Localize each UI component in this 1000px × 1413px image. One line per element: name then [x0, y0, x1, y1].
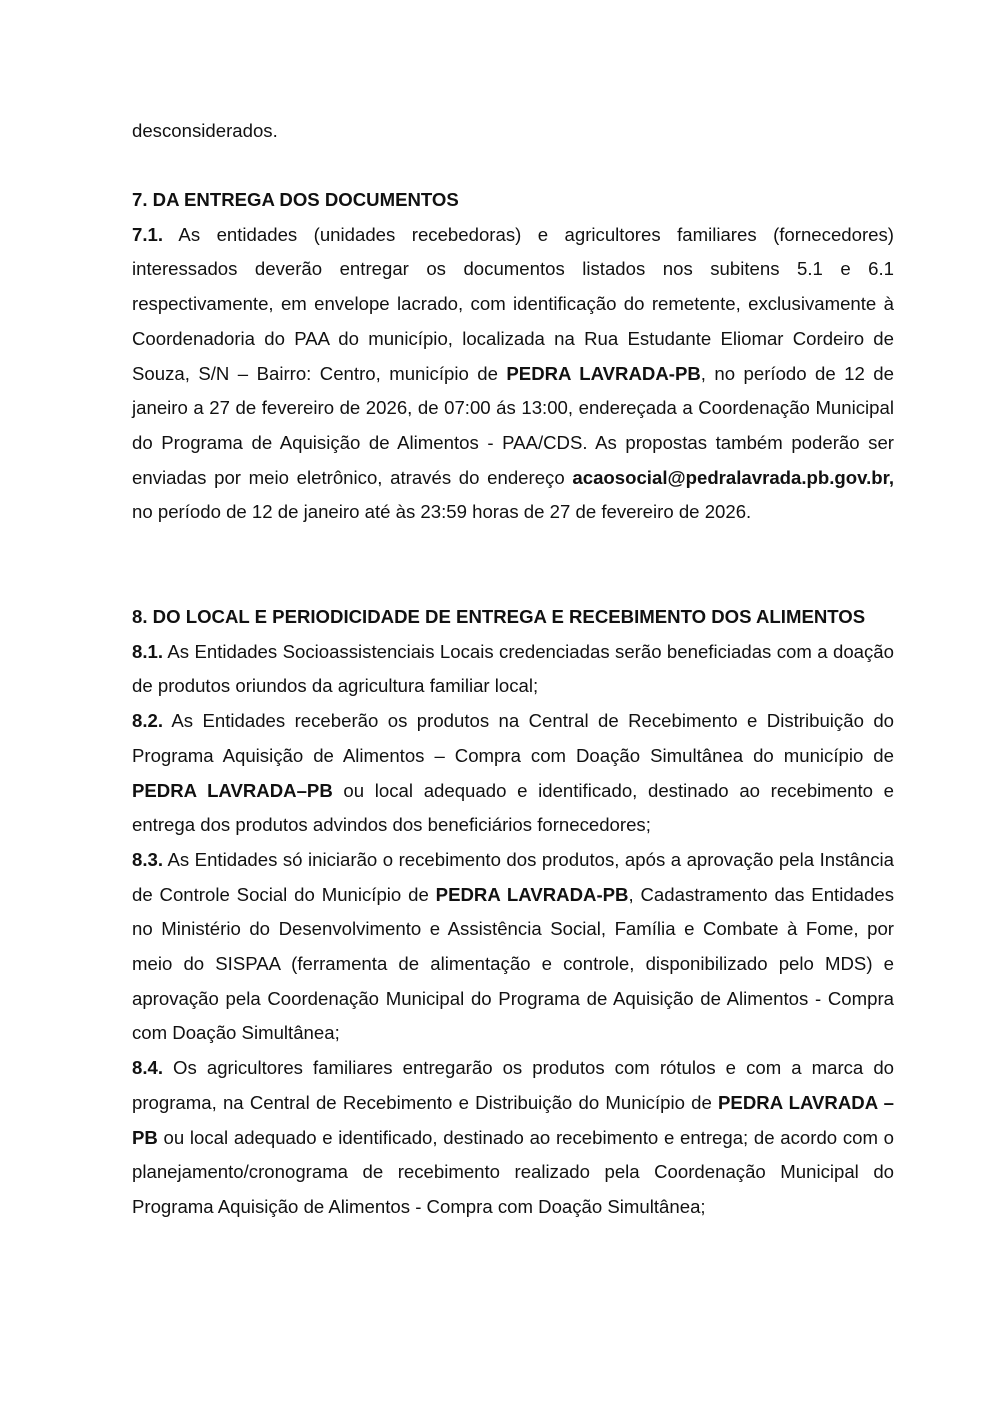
item-8-1: 8.1. As Entidades Socioassistenciais Locais credenciadas serão beneficiadas com a doação de produtos oriundos da agricultura familiar local; [132, 640, 894, 697]
section-8-heading: 8. DO LOCAL E PERIODICIDADE DE ENTREGA E RECEBIMENTO DOS ALIMENTOS [132, 606, 866, 627]
item-8-2: 8.2. As Entidades receberão os produtos na Central de Recebimento e Distribuição do Programa Aquisição de Alimentos – Compra com Doação Simultânea do município de PEDRA LAVRADA–PB ou local adequado e identificado, destinado ao recebimento e entrega dos produtos advindos dos beneficiários fornecedores; [132, 710, 894, 836]
item-number: 8.2. [132, 710, 164, 732]
municipality-name: PEDRA LAVRADA–PB [132, 779, 333, 801]
item-8-3: 8.3. As Entidades só iniciarão o recebimento dos produtos, após a aprovação pela Instância de Controle Social do Município de PEDRA LAVRADA-PB, Cadastramento das Entidades no Ministério do Desenvolvimento e Assistência Social, Família e Combate à Fome, por meio do SISPAA (ferramenta de alimentação e controle, disponibilizado pelo MDS) e aprovação pela Coordenação Municipal do Programa de Aquisição de Alimentos - Compra com Doação Simultânea; [132, 848, 894, 1044]
municipality-name: PEDRA LAVRADA-PB [506, 362, 701, 384]
municipality-name: PEDRA LAVRADA-PB [435, 883, 629, 905]
item-number: 8.1. [132, 640, 164, 662]
item-number: 8.3. [132, 848, 164, 870]
item-8-4: 8.4. Os agricultores familiares entregarão os produtos com rótulos e com a marca do programa, na Central de Recebimento e Distribuição do Município de PEDRA LAVRADA – PB ou local adequado e identificado, destinado ao recebimento e entrega; de acordo com o planejamento/cronograma de recebimento realizado pela Coordenação Municipal do Programa Aquisição de Alimentos - Compra com Doação Simultânea; [132, 1057, 894, 1217]
lead-text: desconsiderados. [132, 120, 278, 141]
section-7 [132, 183, 894, 530]
item-number: 7.1. [132, 223, 164, 245]
section-8 [132, 600, 894, 1225]
municipality-name: PEDRA LAVRADA – PB [132, 1091, 894, 1148]
section-7-heading: 7. DA ENTREGA DOS DOCUMENTOS [132, 189, 459, 210]
item-7-1: 7.1. As entidades (unidades recebedoras) e agricultores familiares (fornecedores) interessados deverão entregar os documentos listados nos subitens 5.1 e 6.1 respectivamente, em envelope lacrado, com identificação do remetente, exclusivamente à Coordenadoria do PAA do município, localizada na Rua Estudante Eliomar Cordeiro de Souza, S/N – Bairro: Centro, município de PEDRA LAVRADA-PB, no período de 12 de janeiro a 27 de fevereiro de 2026, de 07:00 ás 13:00, endereçada a Coordenação Municipal do Programa de Aquisição de Alimentos - PAA/CDS. As propostas também poderão ser enviadas por meio eletrônico, através do endereço acaosocial@pedralavrada.pb.gov.br, no período de 12 de janeiro até às 23:59 horas de 27 de fevereiro de 2026. [132, 223, 894, 523]
item-number: 8.4. [132, 1057, 164, 1079]
email-address: acaosocial@pedralavrada.pb.gov.br, [572, 466, 894, 488]
